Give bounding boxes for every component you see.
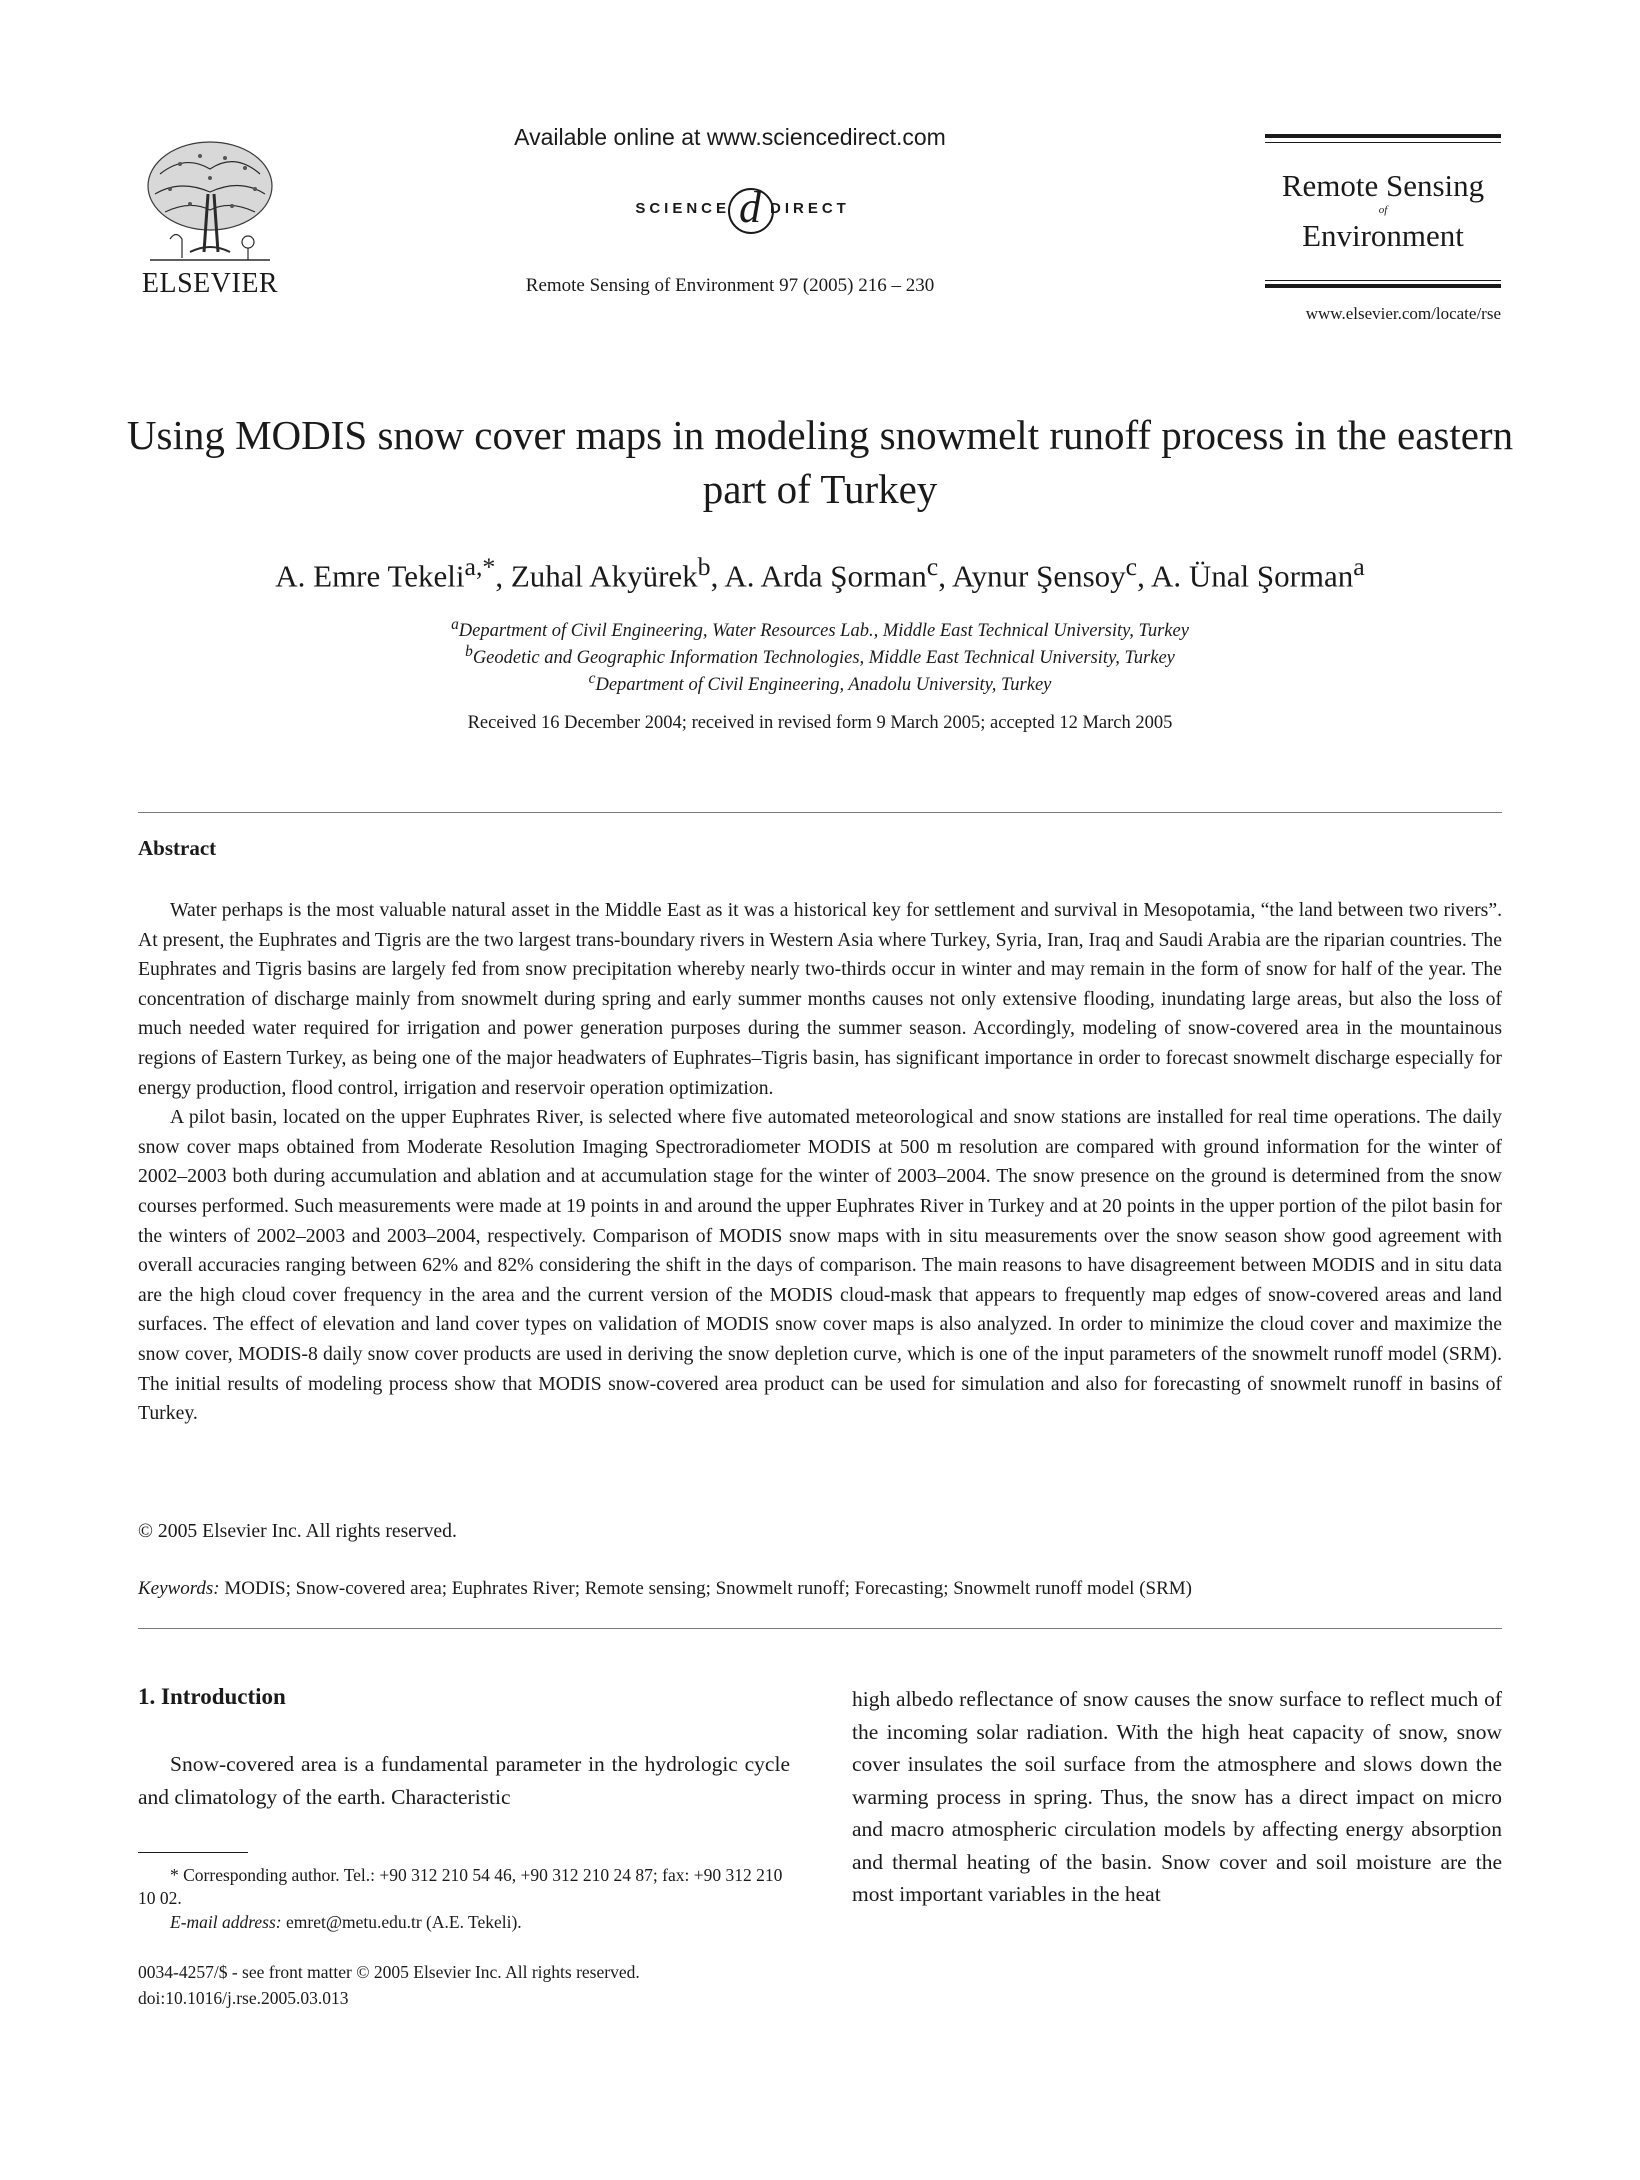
author-separator: , xyxy=(495,558,511,594)
footnote-email xyxy=(138,1912,790,1933)
publisher-name: ELSEVIER xyxy=(141,268,279,299)
author-name[interactable]: A. Emre Tekeli xyxy=(275,558,465,594)
email-link[interactable]: emret@metu.edu.tr (A.E. Tekeli). xyxy=(286,1912,522,1932)
journal-title-rule-top xyxy=(1265,134,1501,138)
author-name[interactable]: Zuhal Akyürek xyxy=(510,558,698,594)
author-name[interactable]: A. Ünal Şorman xyxy=(1150,558,1354,594)
journal-title-rule-bottom-thin xyxy=(1265,280,1501,281)
keywords-bottom-rule xyxy=(138,1628,1502,1629)
sciencedirect-logo[interactable] xyxy=(560,183,940,238)
abstract-paragraph: Water perhaps is the most valuable natural asset in the Middle East as it was a historical key for settlement and survival in Mesopotamia, “the land between two rivers”. At present, the Euphrates and Tigris are the two largest trans-boundary rivers in Western Asia where Turkey, Syria, Iran, Iraq and Saudi Arabia are the riparian countries. The Euphrates and Tigris basins are largely fed from snow precipitation whereby nearly two-thirds occur in winter and may remain in the form of snow for half of the year. The concentration of discharge mainly from snowmelt during spring and early summer months causes not only extensive flooding, inundating large areas, but also the loss of much needed water required for irrigation and power generation purposes during the summer season. Accordingly, modeling of snow-covered area in the mountainous regions of Eastern Turkey, as being one of the major headwaters of Euphrates–Tigris basin, has significant importance in order to forecast snowmelt discharge especially for energy production, flood control, irrigation and reservoir operation optimization. xyxy=(138,899,1502,1099)
section-heading-introduction: 1. Introduction xyxy=(138,1684,286,1709)
affiliation-text: Geodetic and Geographic Information Technologies, Middle East Technical University, Turkey xyxy=(472,648,1175,669)
issn-line: 0034-4257/$ - see front matter © 2005 Elsevier Inc. All rights reserved. xyxy=(138,1962,640,1982)
abstract-body xyxy=(138,896,1502,1429)
affiliation-mark: a xyxy=(451,616,459,633)
abstract-copyright: © 2005 Elsevier Inc. All rights reserved. xyxy=(138,1520,457,1542)
journal-title-line2: Environment xyxy=(1302,218,1464,253)
affiliation-c xyxy=(120,670,1520,696)
author-list xyxy=(120,552,1520,594)
author-affil-mark: b xyxy=(697,552,711,581)
affiliation-b xyxy=(120,643,1520,669)
author-affil-mark: a xyxy=(1353,552,1365,581)
abstract-top-rule xyxy=(138,812,1502,813)
author-separator: , xyxy=(710,558,725,594)
affiliation-text: Department of Civil Engineering, Anadolu University, Turkey xyxy=(595,675,1052,696)
journal-title-of: of xyxy=(1378,204,1388,216)
author-name[interactable]: Aynur Şensoy xyxy=(951,558,1126,594)
journal-citation: Remote Sensing of Environment 97 (2005) 216 – 230 xyxy=(525,275,935,296)
author-separator: , xyxy=(938,558,952,594)
journal-url-link[interactable]: www.elsevier.com/locate/rse xyxy=(1305,304,1501,323)
affiliation-a xyxy=(120,616,1520,642)
keywords-text: MODIS; Snow-covered area; Euphrates River; Remote sensing; Snowmelt runoff; Forecasting; Snowmelt runoff model (SRM) xyxy=(224,1578,1192,1599)
sciencedirect-logo-right: DIRECT xyxy=(770,200,850,217)
author-name[interactable]: A. Arda Şorman xyxy=(724,558,927,594)
available-online-link[interactable]: Available online at www.sciencedirect.com xyxy=(514,124,946,150)
author-separator: , xyxy=(1137,558,1151,594)
keywords-label: Keywords: xyxy=(138,1578,220,1599)
author-affil-mark: c xyxy=(926,552,939,581)
affiliation-text: Department of Civil Engineering, Water Resources Lab., Middle East Technical University, Turkey xyxy=(458,621,1189,642)
journal-title-rule-bottom xyxy=(1265,284,1501,288)
received-dates: Received 16 December 2004; received in revised form 9 March 2005; accepted 12 March 2005 xyxy=(467,713,1173,733)
keywords xyxy=(138,1578,1502,1600)
intro-column1-text: Snow-covered area is a fundamental parameter in the hydrologic cycle and climatology of the earth. Characteristic xyxy=(138,1752,790,1809)
footnote-corresponding-author: * Corresponding author. Tel.: +90 312 210 54 46, +90 312 210 24 87; fax: +90 312 210 10 02. xyxy=(138,1865,783,1908)
footnote-rule xyxy=(138,1852,248,1853)
sciencedirect-d-mark: d xyxy=(739,183,761,232)
sciencedirect-logo-left: SCIENCE xyxy=(635,200,730,217)
affiliation-mark: c xyxy=(588,670,596,687)
abstract-heading: Abstract xyxy=(138,836,217,860)
abstract-paragraph: A pilot basin, located on the upper Euphrates River, is selected where five automated meteorological and snow stations are installed for real time operations. The daily snow cover maps obtained from Moderate Resolution Imaging Spectroradiometer MODIS at 500 m resolution are compared with ground information for the winter of 2002–2003 both during accumulation and ablation and at accumulation stage for the winter of 2003–2004. The snow presence on the ground is determined from the snow courses performed. Such measurements were made at 19 points in and around the upper Euphrates River in Turkey and at 20 points in the upper portion of the pilot basin for the winters of 2002–2003 and 2003–2004, respectively. Comparison of MODIS snow maps with in situ measurements over the snow season show good agreement with overall accuracies ranging between 62% and 82% considering the shift in the days of comparison. The main reasons to have disagreement between MODIS and in situ data are the high cloud cover frequency in the area and the current version of the MODIS cloud-mask that appears to frequently map edges of snow-covered areas and land surfaces. The effect of elevation and land cover types on validation of MODIS snow cover maps is also analyzed. In order to minimize the cloud cover and maximize the snow cover, MODIS-8 daily snow cover products are used in deriving the snow depletion curve, which is one of the input parameters of the snowmelt runoff model (SRM). The initial results of modeling process show that MODIS snow-covered area product can be used for simulation and also for forecasting of snowmelt runoff in basins of Turkey. xyxy=(138,1106,1502,1425)
journal-title-line1: Remote Sensing xyxy=(1281,168,1485,203)
intro-column2-text: high albedo reflectance of snow causes the snow surface to reflect much of the incoming solar radiation. With the high heat capacity of snow, snow cover insulates the soil surface from the atmosphere and slows down the warming process in spring. Thus, the snow has a direct impact on micro and macro atmospheric circulation models by affecting energy absorption and thermal heating of the basin. Snow cover and soil moisture are the most important variables in the heat xyxy=(852,1687,1502,1906)
affiliation-mark: b xyxy=(465,643,473,660)
email-label: E-mail address: xyxy=(170,1912,282,1932)
doi-link[interactable]: doi:10.1016/j.rse.2005.03.013 xyxy=(138,1988,349,2008)
journal-title-rule-top-thin xyxy=(1265,142,1501,143)
author-affil-mark: a,* xyxy=(464,552,496,581)
author-affil-mark: c xyxy=(1125,552,1138,581)
paper-title: Using MODIS snow cover maps in modeling snowmelt runoff process in the eastern part of Turkey xyxy=(126,412,1514,512)
